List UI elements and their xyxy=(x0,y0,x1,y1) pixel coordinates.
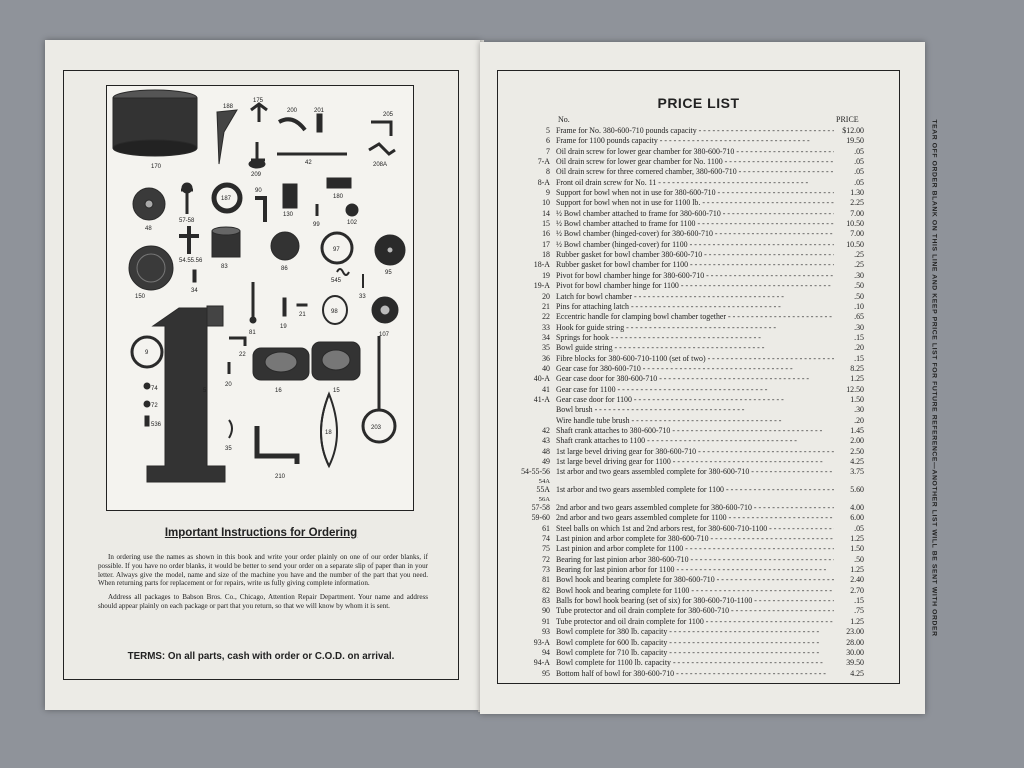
part-price: 10.50 xyxy=(846,239,864,249)
price-row xyxy=(538,627,868,637)
price-row xyxy=(538,333,868,343)
part-number: 14 xyxy=(542,208,550,218)
part-description: Bowl complete for 710 lb. capacity - - - xyxy=(556,648,834,658)
price-row xyxy=(538,436,868,446)
price-row xyxy=(538,240,868,250)
part-price: 12.50 xyxy=(846,384,864,394)
price-list-title: PRICE LIST xyxy=(657,95,740,111)
part-description: Bowl complete for 1100 lb. capacity - - - xyxy=(556,658,834,668)
price-row xyxy=(538,292,868,302)
part-number: 91 xyxy=(542,616,550,626)
part-number: 59-60 xyxy=(531,513,550,523)
part-label: 54.55.56 xyxy=(179,258,203,264)
price-row xyxy=(538,496,868,504)
price-row xyxy=(533,260,868,270)
part-number: 40 xyxy=(542,363,550,373)
part-number: 83 xyxy=(542,596,550,606)
price-row xyxy=(538,617,868,627)
price-row xyxy=(538,575,868,585)
price-row xyxy=(533,637,868,648)
price-row xyxy=(538,250,868,260)
price-row xyxy=(538,312,868,322)
part-label: 74 xyxy=(151,386,158,392)
part-description: Frame for 1100 pounds capacity - - - xyxy=(556,136,834,146)
part-number: 54A xyxy=(538,477,550,485)
part-label: 150 xyxy=(135,294,146,300)
part-description: Pins for attaching latch - - - xyxy=(556,302,834,312)
part-label: 175 xyxy=(253,98,264,104)
part-price: 7.00 xyxy=(850,208,864,218)
part-description: Bowl complete for 380 lb. capacity - - - xyxy=(556,627,834,637)
part-price: 3.75 xyxy=(850,467,864,477)
part-description: Bottom half of bowl for 380-600-710 - - - xyxy=(556,669,834,679)
part-description: ½ Bowl chamber attached to frame for 1100 - - - xyxy=(556,219,834,229)
part-price: 8.25 xyxy=(850,363,864,373)
price-row xyxy=(538,157,868,167)
right-page-border xyxy=(497,70,900,684)
part-price: .50 xyxy=(854,554,864,564)
part-price: 1.25 xyxy=(850,374,864,384)
price-row xyxy=(538,606,868,616)
part-description: Oil drain screw for lower gear chamber for No. 1100 - - - xyxy=(556,157,834,167)
price-row xyxy=(538,354,868,364)
part-description: 1st large bevel driving gear for 1100 - - - xyxy=(556,457,834,467)
price-row xyxy=(533,394,868,405)
part-number: 74 xyxy=(542,534,550,544)
part-description: ½ Bowl chamber attached to frame for 380-600-710 - - - xyxy=(556,209,834,219)
price-row xyxy=(531,503,868,513)
part-label: 18 xyxy=(325,430,332,436)
part-price: 1.50 xyxy=(850,394,864,404)
part-description: Support for bowl when not in use for 380-600-710 - - - xyxy=(556,188,834,198)
part-number: 72 xyxy=(542,554,550,564)
part-label: 97 xyxy=(333,247,340,253)
price-row xyxy=(538,167,868,177)
price-row xyxy=(538,209,868,219)
part-price: 28.00 xyxy=(846,637,864,647)
part-description: 2nd arbor and two gears assembled complete for 1100 - - - xyxy=(556,513,834,523)
part-description: Hook for guide string - - - xyxy=(556,323,834,333)
price-row xyxy=(538,219,868,229)
part-price: 1.25 xyxy=(850,616,864,626)
price-row xyxy=(538,364,868,374)
part-price: 2.00 xyxy=(850,436,864,446)
part-number: 43 xyxy=(542,436,550,446)
price-row xyxy=(538,126,868,136)
part-number: 54-55-56 xyxy=(521,467,550,477)
part-number: 7 xyxy=(546,146,550,156)
part-number: 73 xyxy=(542,565,550,575)
part-label: 5 xyxy=(203,388,207,394)
part-description: Oil drain screw for lower gear chamber for 380-600-710 - - - xyxy=(556,147,834,157)
part-price: 7.00 xyxy=(850,229,864,239)
part-label: 9 xyxy=(145,350,149,356)
price-row xyxy=(538,147,868,157)
part-number: 40-A xyxy=(533,374,550,384)
part-number: 9 xyxy=(546,188,550,198)
part-label: 42 xyxy=(305,160,312,166)
part-price: 4.00 xyxy=(850,503,864,513)
part-description: Last pinion and arbor complete for 1100 - - - xyxy=(556,544,834,554)
part-number: 95 xyxy=(542,668,550,678)
part-label: 201 xyxy=(314,108,325,114)
part-description: Balls for bowl hook bearing (set of six) for 380-600-710-1100 - - - xyxy=(556,596,834,606)
part-number: 35 xyxy=(542,343,550,353)
instructions-body xyxy=(98,553,428,616)
part-label: 187 xyxy=(221,196,232,202)
part-number: 34 xyxy=(542,332,550,342)
part-number: 7-A xyxy=(537,157,550,167)
instructions-paragraph-2: Address all packages to Babson Bros. Co., Chicago, Attention Repair Department. Your name and address should appear plainly on each package or part that you return, so that we will know by whom it is sent. xyxy=(98,593,428,610)
part-description: 2nd arbor and two gears assembled complete for 380-600-710 - - - xyxy=(556,503,834,513)
price-row xyxy=(538,323,868,333)
part-label: 188 xyxy=(223,104,234,110)
part-label: 536 xyxy=(151,422,162,428)
part-number: 93-A xyxy=(533,637,550,647)
part-price: .30 xyxy=(854,270,864,280)
part-description: Shaft crank attaches to 380-600-710 - - - xyxy=(556,426,834,436)
price-row xyxy=(538,385,868,395)
part-label: 15 xyxy=(333,388,340,394)
part-description: Steel balls on which 1st and 2nd arbors rest, for 380-600-710-1100 - - - xyxy=(556,524,834,534)
part-description: Front oil drain screw for No. 11 - - - xyxy=(556,178,834,188)
part-number: 33 xyxy=(542,322,550,332)
part-number: 8 xyxy=(546,167,550,177)
part-number: 55A xyxy=(536,485,550,495)
part-description: 1st arbor and two gears assembled complete for 380-600-710 - - - xyxy=(556,467,834,477)
part-number: 90 xyxy=(542,606,550,616)
part-label: 20 xyxy=(225,382,232,388)
part-description: Gear case door for 1100 - - - xyxy=(556,395,834,405)
price-row xyxy=(538,229,868,239)
part-price: .25 xyxy=(854,250,864,260)
part-description: ½ Bowl chamber (hinged-cover) for 380-600-710 - - - xyxy=(556,229,834,239)
part-number: 19 xyxy=(542,270,550,280)
part-price: 4.25 xyxy=(850,668,864,678)
part-description: Tube protector and oil drain complete for 1100 - - - xyxy=(556,617,834,627)
price-row xyxy=(538,447,868,457)
part-label: 208A xyxy=(373,162,388,168)
part-label: 19 xyxy=(280,324,287,330)
part-description: Support for bowl when not in use for 1100 lb. - - - xyxy=(556,198,834,208)
part-price: .50 xyxy=(854,291,864,301)
part-number: 22 xyxy=(542,312,550,322)
part-price: 4.25 xyxy=(850,457,864,466)
price-row xyxy=(538,534,868,544)
part-label: 57-58 xyxy=(179,218,195,224)
part-label: 22 xyxy=(239,352,246,358)
part-number: 6 xyxy=(546,136,550,146)
part-label: 72 xyxy=(151,403,158,409)
part-description: Pivot for bowl chamber hinge for 380-600-710 - - - xyxy=(556,271,834,281)
part-number: 48 xyxy=(542,446,550,456)
part-price: 30.00 xyxy=(846,647,864,657)
part-label: 98 xyxy=(331,309,338,315)
part-description: Bearing for last pinion arbor for 1100 - - - xyxy=(556,565,834,575)
part-number: 21 xyxy=(542,301,550,311)
part-number: 19-A xyxy=(533,281,550,291)
price-row xyxy=(538,555,868,565)
price-row xyxy=(538,405,868,415)
part-number: 5 xyxy=(546,126,550,135)
column-header-no: No. xyxy=(558,115,570,124)
price-row xyxy=(538,416,868,426)
part-label: 95 xyxy=(385,270,392,276)
part-number: 42 xyxy=(542,425,550,435)
part-number: 16 xyxy=(542,229,550,239)
part-number: 49 xyxy=(542,457,550,466)
part-label: 170 xyxy=(151,164,162,170)
part-description: Bearing for last pinion arbor 380-600-710 - - - xyxy=(556,555,834,565)
part-price: 1.30 xyxy=(850,188,864,198)
part-number: 81 xyxy=(542,575,550,585)
part-description: Rubber gasket for bowl chamber for 1100 - - - xyxy=(556,260,834,270)
part-price: 10.50 xyxy=(846,219,864,229)
price-row xyxy=(538,596,868,606)
part-price: 2.70 xyxy=(850,585,864,595)
part-description: Shaft crank attaches to 1100 - - - xyxy=(556,436,834,446)
part-label: 48 xyxy=(145,226,152,232)
part-description: Bowl hook and bearing complete for 380-600-710 - - - xyxy=(556,575,834,585)
price-row xyxy=(538,648,868,658)
part-number: 41 xyxy=(542,384,550,394)
part-description: Gear case for 380-600-710 - - - xyxy=(556,364,834,374)
price-row xyxy=(533,374,868,384)
price-row xyxy=(538,188,868,198)
part-price: .30 xyxy=(854,405,864,415)
instructions-title: Important Instructions for Ordering xyxy=(164,527,358,539)
part-price: .05 xyxy=(854,523,864,533)
part-number: 17 xyxy=(542,239,550,249)
price-row xyxy=(538,586,868,596)
part-price: .05 xyxy=(854,157,864,167)
part-price: .30 xyxy=(854,322,864,332)
part-description: Springs for hook - - - xyxy=(556,333,834,343)
part-number: 18-A xyxy=(533,260,550,270)
part-description: Frame for No. 380-600-710 pounds capacity - - - xyxy=(556,126,834,136)
part-price: 1.25 xyxy=(850,565,864,575)
part-number: 61 xyxy=(542,523,550,533)
part-price: .25 xyxy=(854,260,864,270)
part-label: 34 xyxy=(191,288,198,294)
part-label: 33 xyxy=(359,294,366,300)
part-description: Wire handle tube brush - - - xyxy=(556,416,834,426)
part-description: Oil drain screw for three cornered chamber, 380-600-710 - - - xyxy=(556,167,834,177)
part-number: 10 xyxy=(542,198,550,208)
part-number: 94-A xyxy=(533,658,550,668)
part-description: Eccentric handle for clamping bowl chamber together - - - xyxy=(556,312,834,322)
part-number: 36 xyxy=(542,353,550,363)
parts-drawing xyxy=(107,86,413,510)
part-price: $12.00 xyxy=(842,126,864,135)
part-price: 6.00 xyxy=(850,513,864,523)
part-price: .05 xyxy=(854,177,864,187)
part-number: 8-A xyxy=(537,177,550,187)
part-label: 102 xyxy=(347,220,358,226)
part-label: 99 xyxy=(313,222,320,228)
part-price: .50 xyxy=(854,281,864,291)
price-row xyxy=(538,457,868,467)
part-label: 16 xyxy=(275,388,282,394)
part-price: 2.40 xyxy=(850,575,864,585)
left-page-border xyxy=(63,70,459,680)
part-price: .65 xyxy=(854,312,864,322)
part-description: Rubber gasket for bowl chamber 380-600-710 - - - xyxy=(556,250,834,260)
part-price: .20 xyxy=(854,343,864,353)
price-row xyxy=(538,343,868,353)
part-number: 82 xyxy=(542,585,550,595)
part-price: .15 xyxy=(854,353,864,363)
part-description: Bowl hook and bearing complete for 1100 - - - xyxy=(556,586,834,596)
part-number: 20 xyxy=(542,291,550,301)
part-label: 130 xyxy=(283,212,294,218)
instructions-paragraph-1: In ordering use the names as shown in this book and write your order plainly on one of our order blanks, if possible. If you have no order blanks, it would be better to send your order on a separate slip of paper than in your letter. Always give the model, name and size of the machine you have and the number of the part that you need. When returning parts for replacement or for repairs, write us fully giving complete information. xyxy=(98,553,428,588)
part-description: Gear case door for 380-600-710 - - - xyxy=(556,374,834,384)
price-row xyxy=(538,198,868,208)
price-row xyxy=(521,467,868,477)
part-label: 35 xyxy=(225,446,232,452)
part-label: 83 xyxy=(221,264,228,270)
part-price: .15 xyxy=(854,332,864,342)
price-row xyxy=(538,669,868,679)
part-price: .10 xyxy=(854,301,864,311)
part-label: 200 xyxy=(287,108,298,114)
price-row xyxy=(538,426,868,436)
part-label: 209 xyxy=(251,172,262,178)
part-description: Bowl complete for 600 lb. capacity - - - xyxy=(556,638,834,648)
part-number: 75 xyxy=(542,544,550,554)
part-number: 41-A xyxy=(533,394,550,404)
part-price: 19.50 xyxy=(846,136,864,146)
part-label: 203 xyxy=(371,425,382,431)
price-row xyxy=(538,178,868,188)
part-number: 56A xyxy=(538,495,550,503)
price-row xyxy=(538,302,868,312)
part-description: Bowl guide string - - - xyxy=(556,343,834,353)
price-row xyxy=(538,565,868,575)
part-price: .20 xyxy=(854,415,864,425)
part-price: 2.25 xyxy=(850,198,864,208)
part-price: 39.50 xyxy=(846,658,864,668)
price-row xyxy=(538,544,868,554)
part-description: Bowl brush - - - xyxy=(556,405,834,415)
part-price: .05 xyxy=(854,167,864,177)
part-price: 5.60 xyxy=(850,485,864,495)
part-number: 15 xyxy=(542,219,550,229)
terms-text: TERMS: On all parts, cash with order or C.O.D. on arrival. xyxy=(127,651,395,662)
part-number: 18 xyxy=(542,250,550,260)
part-price: 2.50 xyxy=(850,446,864,456)
part-price: 23.00 xyxy=(846,627,864,637)
part-price: 1.25 xyxy=(850,534,864,544)
price-row xyxy=(533,658,868,668)
part-label: 180 xyxy=(333,194,344,200)
column-header-price: PRICE xyxy=(836,115,859,124)
price-row xyxy=(538,271,868,281)
part-label: 90 xyxy=(255,188,262,194)
right-page xyxy=(480,42,925,714)
part-description: Fibre blocks for 380-600-710-1100 (set of two) - - - xyxy=(556,354,834,364)
part-price: .75 xyxy=(854,606,864,616)
price-row xyxy=(531,513,868,523)
part-label: 205 xyxy=(383,112,394,118)
part-description: 1st arbor and two gears assembled complete for 1100 - - - xyxy=(556,485,834,495)
part-label: 107 xyxy=(379,332,390,338)
price-row xyxy=(533,281,868,291)
part-label: 21 xyxy=(299,312,306,318)
part-description: Tube protector and oil drain complete for 380-600-710 - - - xyxy=(556,606,834,616)
part-number: 57-58 xyxy=(531,503,550,513)
part-description: Pivot for bowl chamber hinge for 1100 - - - xyxy=(556,281,834,291)
price-row xyxy=(538,524,868,534)
part-description: ½ Bowl chamber (hinged-cover) for 1100 - - - xyxy=(556,240,834,250)
part-price: 1.45 xyxy=(850,425,864,435)
left-page xyxy=(45,40,480,710)
price-row xyxy=(538,485,868,495)
part-description: Gear case for 1100 - - - xyxy=(556,385,834,395)
part-label: 545 xyxy=(331,278,342,284)
part-price: 1.50 xyxy=(850,544,864,554)
part-price: .05 xyxy=(854,146,864,156)
tear-off-note: TEAR OFF ORDER BLANK ON THIS LINE AND KEEP PRICE LIST FOR FUTURE REFERENCE—ANOTHER LIST WILL BE SENT WITH ORDER xyxy=(930,119,938,637)
part-label: 81 xyxy=(249,330,256,336)
part-description: Latch for bowl chamber - - - xyxy=(556,292,834,302)
part-number: 93 xyxy=(542,627,550,637)
price-list-table xyxy=(521,126,868,679)
parts-illustration xyxy=(106,85,414,511)
part-number: 94 xyxy=(542,647,550,657)
price-row xyxy=(538,478,868,486)
part-description: 1st large bevel driving gear for 380-600-710 - - - xyxy=(556,447,834,457)
price-row xyxy=(538,136,868,146)
part-price: .15 xyxy=(854,596,864,606)
part-label: 86 xyxy=(281,266,288,272)
part-label: 210 xyxy=(275,474,286,480)
part-description: Last pinion and arbor complete for 380-600-710 - - - xyxy=(556,534,834,544)
